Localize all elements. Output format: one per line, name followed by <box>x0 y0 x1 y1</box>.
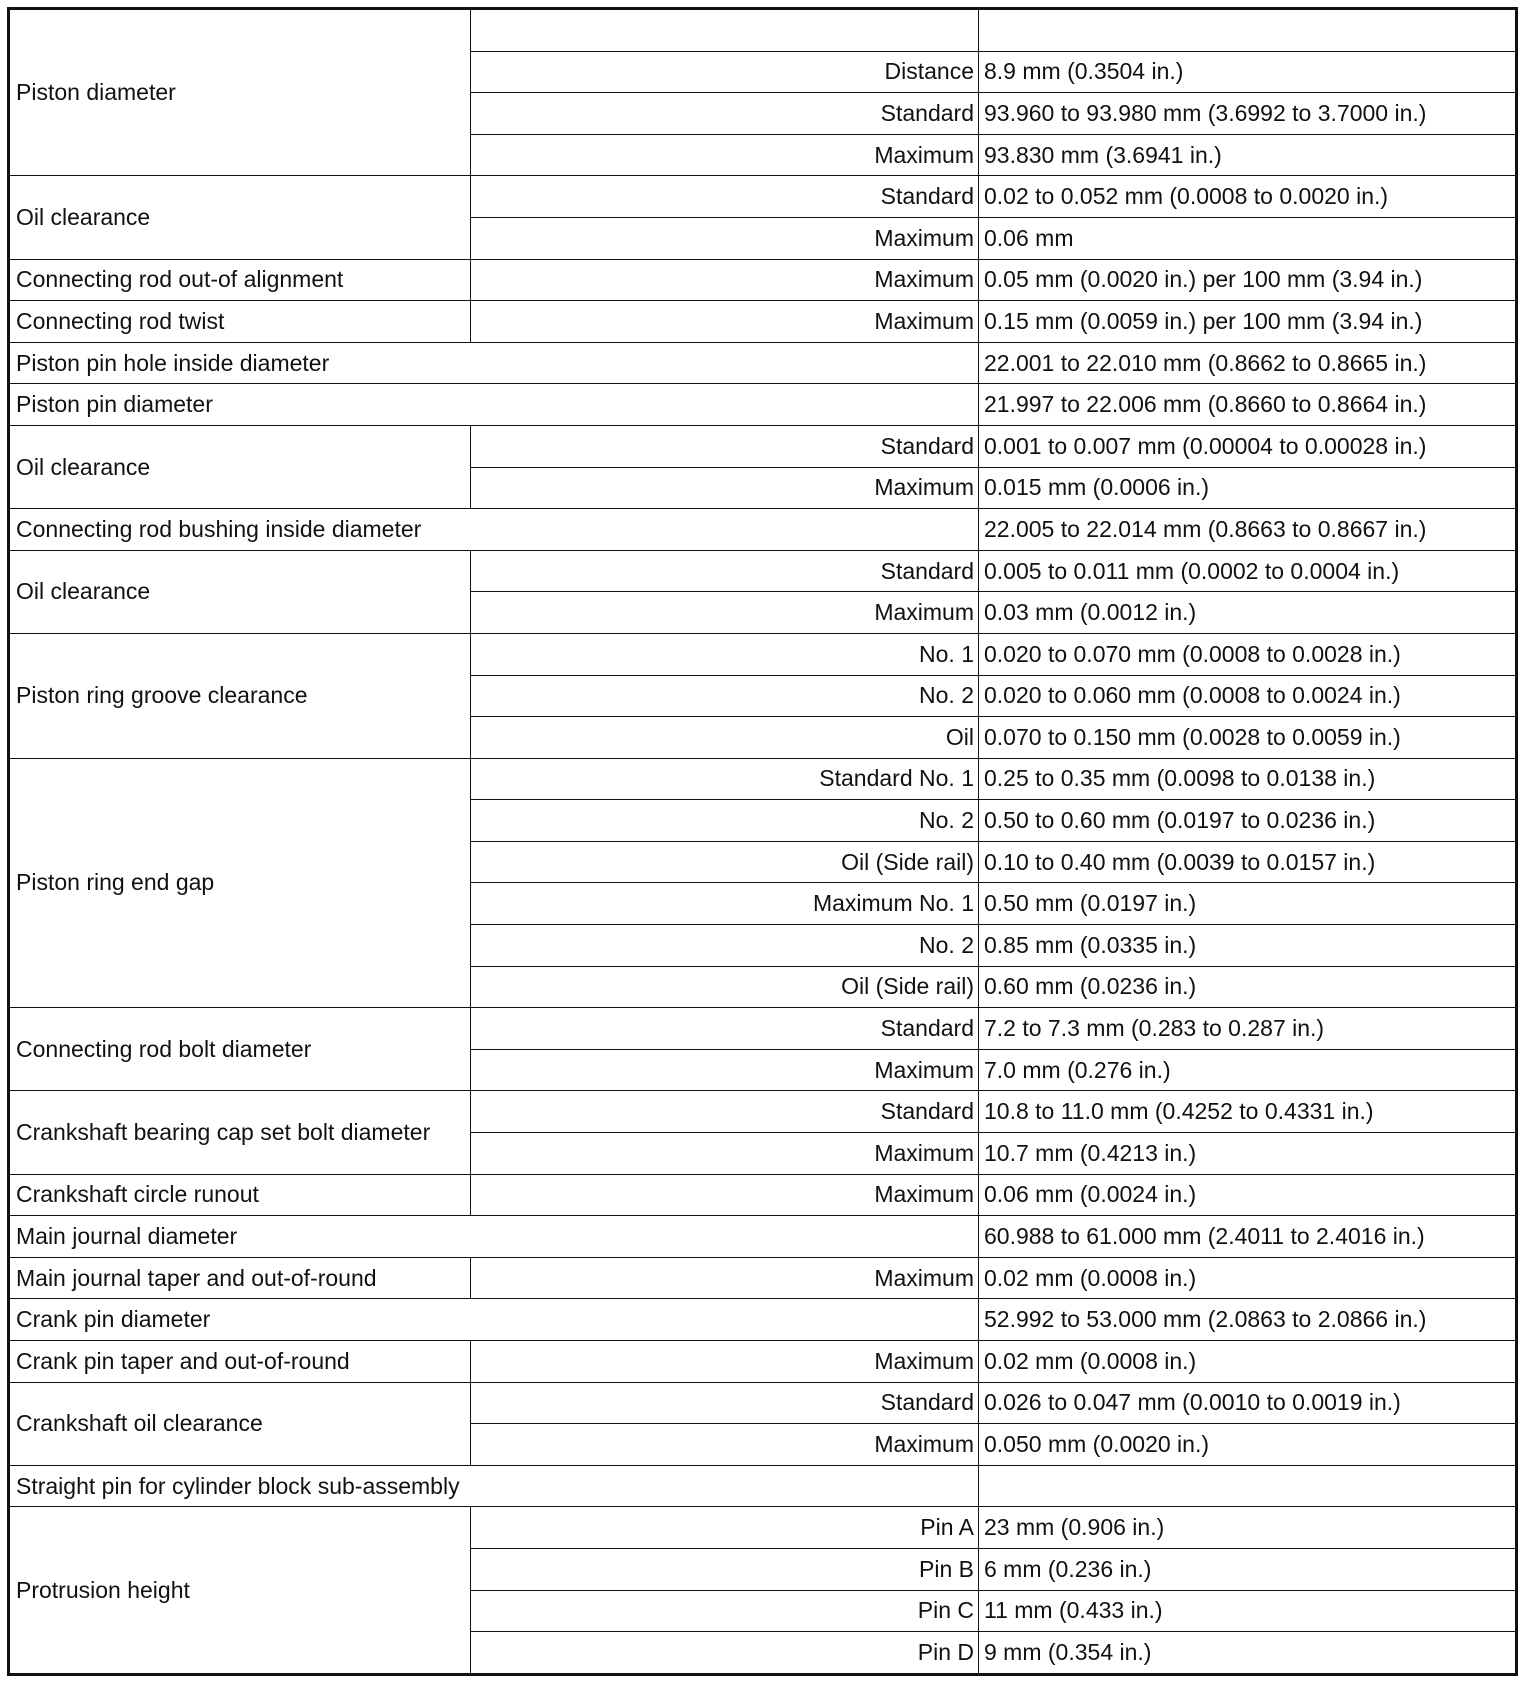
spec-value: 93.960 to 93.980 mm (3.6992 to 3.7000 in.) <box>979 93 1517 135</box>
spec-value: 11 mm (0.433 in.) <box>979 1590 1517 1632</box>
spec-item-label: Crankshaft bearing cap set bolt diameter <box>9 1091 471 1174</box>
spec-condition: Standard <box>471 1091 979 1133</box>
spec-condition: Maximum <box>471 259 979 301</box>
spec-condition: Maximum <box>471 1257 979 1299</box>
spec-item-label: Main journal taper and out-of-round <box>9 1257 471 1299</box>
table-row <box>9 550 1517 592</box>
spec-condition: Oil (Side rail) <box>471 966 979 1008</box>
spec-value: 23 mm (0.906 in.) <box>979 1507 1517 1549</box>
spec-value: 0.015 mm (0.0006 in.) <box>979 467 1517 509</box>
spec-value: 0.02 to 0.052 mm (0.0008 to 0.0020 in.) <box>979 176 1517 218</box>
table-row <box>9 1465 1517 1507</box>
spec-condition: Standard No. 1 <box>471 758 979 800</box>
specification-table-body <box>9 9 1517 1675</box>
spec-item-label: Oil clearance <box>9 425 471 508</box>
spec-condition: Pin D <box>471 1632 979 1675</box>
spec-value: 9 mm (0.354 in.) <box>979 1632 1517 1675</box>
spec-item-label: Crank pin taper and out-of-round <box>9 1341 471 1383</box>
table-row <box>9 1507 1517 1549</box>
table-row <box>9 1216 1517 1258</box>
spec-condition: Standard <box>471 1008 979 1050</box>
spec-item-label: Oil clearance <box>9 176 471 259</box>
table-row <box>9 9 1517 52</box>
spec-value: 60.988 to 61.000 mm (2.4011 to 2.4016 in.) <box>979 1216 1517 1258</box>
table-row <box>9 384 1517 426</box>
spec-value: 0.60 mm (0.0236 in.) <box>979 966 1517 1008</box>
spec-value: 0.026 to 0.047 mm (0.0010 to 0.0019 in.) <box>979 1382 1517 1424</box>
spec-value <box>979 1465 1517 1507</box>
spec-condition: Maximum <box>471 301 979 343</box>
table-row <box>9 633 1517 675</box>
spec-value: 0.020 to 0.060 mm (0.0008 to 0.0024 in.) <box>979 675 1517 717</box>
spec-item-label: Connecting rod out-of alignment <box>9 259 471 301</box>
spec-item-label: Piston ring end gap <box>9 758 471 1008</box>
spec-value: 0.02 mm (0.0008 in.) <box>979 1257 1517 1299</box>
table-row <box>9 259 1517 301</box>
spec-condition: No. 2 <box>471 675 979 717</box>
spec-value: 6 mm (0.236 in.) <box>979 1548 1517 1590</box>
spec-value: 0.85 mm (0.0335 in.) <box>979 925 1517 967</box>
spec-value: 0.06 mm <box>979 217 1517 259</box>
spec-sheet <box>7 7 1515 1676</box>
spec-value: 10.8 to 11.0 mm (0.4252 to 0.4331 in.) <box>979 1091 1517 1133</box>
spec-condition: Standard <box>471 1382 979 1424</box>
spec-condition: Standard <box>471 176 979 218</box>
spec-item-label: Straight pin for cylinder block sub-assembly <box>9 1465 979 1507</box>
spec-item-label: Connecting rod bushing inside diameter <box>9 509 979 551</box>
spec-value: 21.997 to 22.006 mm (0.8660 to 0.8664 in.) <box>979 384 1517 426</box>
spec-condition: Oil (Side rail) <box>471 841 979 883</box>
spec-condition: No. 2 <box>471 925 979 967</box>
spec-condition <box>471 9 979 52</box>
spec-value <box>979 9 1517 52</box>
spec-item-label: Piston pin diameter <box>9 384 979 426</box>
table-row <box>9 301 1517 343</box>
spec-value: 0.25 to 0.35 mm (0.0098 to 0.0138 in.) <box>979 758 1517 800</box>
spec-item-label: Connecting rod bolt diameter <box>9 1008 471 1091</box>
spec-value: 0.03 mm (0.0012 in.) <box>979 592 1517 634</box>
table-row <box>9 509 1517 551</box>
spec-value: 0.02 mm (0.0008 in.) <box>979 1341 1517 1383</box>
spec-value: 10.7 mm (0.4213 in.) <box>979 1133 1517 1175</box>
spec-condition: Pin B <box>471 1548 979 1590</box>
table-row <box>9 1174 1517 1216</box>
spec-value: 7.2 to 7.3 mm (0.283 to 0.287 in.) <box>979 1008 1517 1050</box>
spec-value: 0.10 to 0.40 mm (0.0039 to 0.0157 in.) <box>979 841 1517 883</box>
spec-value: 7.0 mm (0.276 in.) <box>979 1049 1517 1091</box>
spec-value: 0.020 to 0.070 mm (0.0008 to 0.0028 in.) <box>979 633 1517 675</box>
table-row <box>9 1299 1517 1341</box>
table-row <box>9 1091 1517 1133</box>
spec-condition: Maximum <box>471 134 979 176</box>
spec-item-label: Piston diameter <box>9 9 471 176</box>
spec-condition: Maximum <box>471 1424 979 1466</box>
spec-value: 0.15 mm (0.0059 in.) per 100 mm (3.94 in.) <box>979 301 1517 343</box>
spec-condition: Pin C <box>471 1590 979 1632</box>
spec-item-label: Piston pin hole inside diameter <box>9 342 979 384</box>
spec-value: 52.992 to 53.000 mm (2.0863 to 2.0866 in.) <box>979 1299 1517 1341</box>
spec-value: 0.06 mm (0.0024 in.) <box>979 1174 1517 1216</box>
spec-item-label: Main journal diameter <box>9 1216 979 1258</box>
spec-condition: Maximum <box>471 217 979 259</box>
table-row <box>9 1341 1517 1383</box>
spec-condition: Standard <box>471 425 979 467</box>
spec-condition: Maximum <box>471 467 979 509</box>
spec-item-label: Crank pin diameter <box>9 1299 979 1341</box>
spec-item-label: Connecting rod twist <box>9 301 471 343</box>
spec-item-label: Crankshaft circle runout <box>9 1174 471 1216</box>
spec-value: 22.005 to 22.014 mm (0.8663 to 0.8667 in.) <box>979 509 1517 551</box>
spec-value: 0.05 mm (0.0020 in.) per 100 mm (3.94 in.) <box>979 259 1517 301</box>
spec-value: 0.50 to 0.60 mm (0.0197 to 0.0236 in.) <box>979 800 1517 842</box>
spec-condition: Maximum <box>471 1049 979 1091</box>
spec-item-label: Crankshaft oil clearance <box>9 1382 471 1465</box>
table-row <box>9 176 1517 218</box>
spec-condition: Maximum <box>471 1133 979 1175</box>
specification-table <box>7 7 1518 1676</box>
spec-condition: No. 1 <box>471 633 979 675</box>
spec-value: 0.070 to 0.150 mm (0.0028 to 0.0059 in.) <box>979 717 1517 759</box>
spec-item-label: Piston ring groove clearance <box>9 633 471 758</box>
spec-value: 22.001 to 22.010 mm (0.8662 to 0.8665 in.) <box>979 342 1517 384</box>
spec-condition: Maximum No. 1 <box>471 883 979 925</box>
spec-condition: No. 2 <box>471 800 979 842</box>
spec-value: 0.001 to 0.007 mm (0.00004 to 0.00028 in.) <box>979 425 1517 467</box>
table-row <box>9 342 1517 384</box>
spec-condition: Maximum <box>471 1341 979 1383</box>
spec-item-label: Oil clearance <box>9 550 471 633</box>
table-row <box>9 425 1517 467</box>
spec-condition: Distance <box>471 51 979 93</box>
spec-value: 8.9 mm (0.3504 in.) <box>979 51 1517 93</box>
spec-condition: Oil <box>471 717 979 759</box>
spec-value: 0.050 mm (0.0020 in.) <box>979 1424 1517 1466</box>
spec-condition: Standard <box>471 550 979 592</box>
table-row <box>9 758 1517 800</box>
spec-value: 93.830 mm (3.6941 in.) <box>979 134 1517 176</box>
spec-value: 0.50 mm (0.0197 in.) <box>979 883 1517 925</box>
table-row <box>9 1382 1517 1424</box>
table-row <box>9 1008 1517 1050</box>
spec-value: 0.005 to 0.011 mm (0.0002 to 0.0004 in.) <box>979 550 1517 592</box>
spec-item-label: Protrusion height <box>9 1507 471 1674</box>
spec-condition: Maximum <box>471 592 979 634</box>
spec-condition: Pin A <box>471 1507 979 1549</box>
table-row <box>9 1257 1517 1299</box>
spec-condition: Standard <box>471 93 979 135</box>
spec-condition: Maximum <box>471 1174 979 1216</box>
